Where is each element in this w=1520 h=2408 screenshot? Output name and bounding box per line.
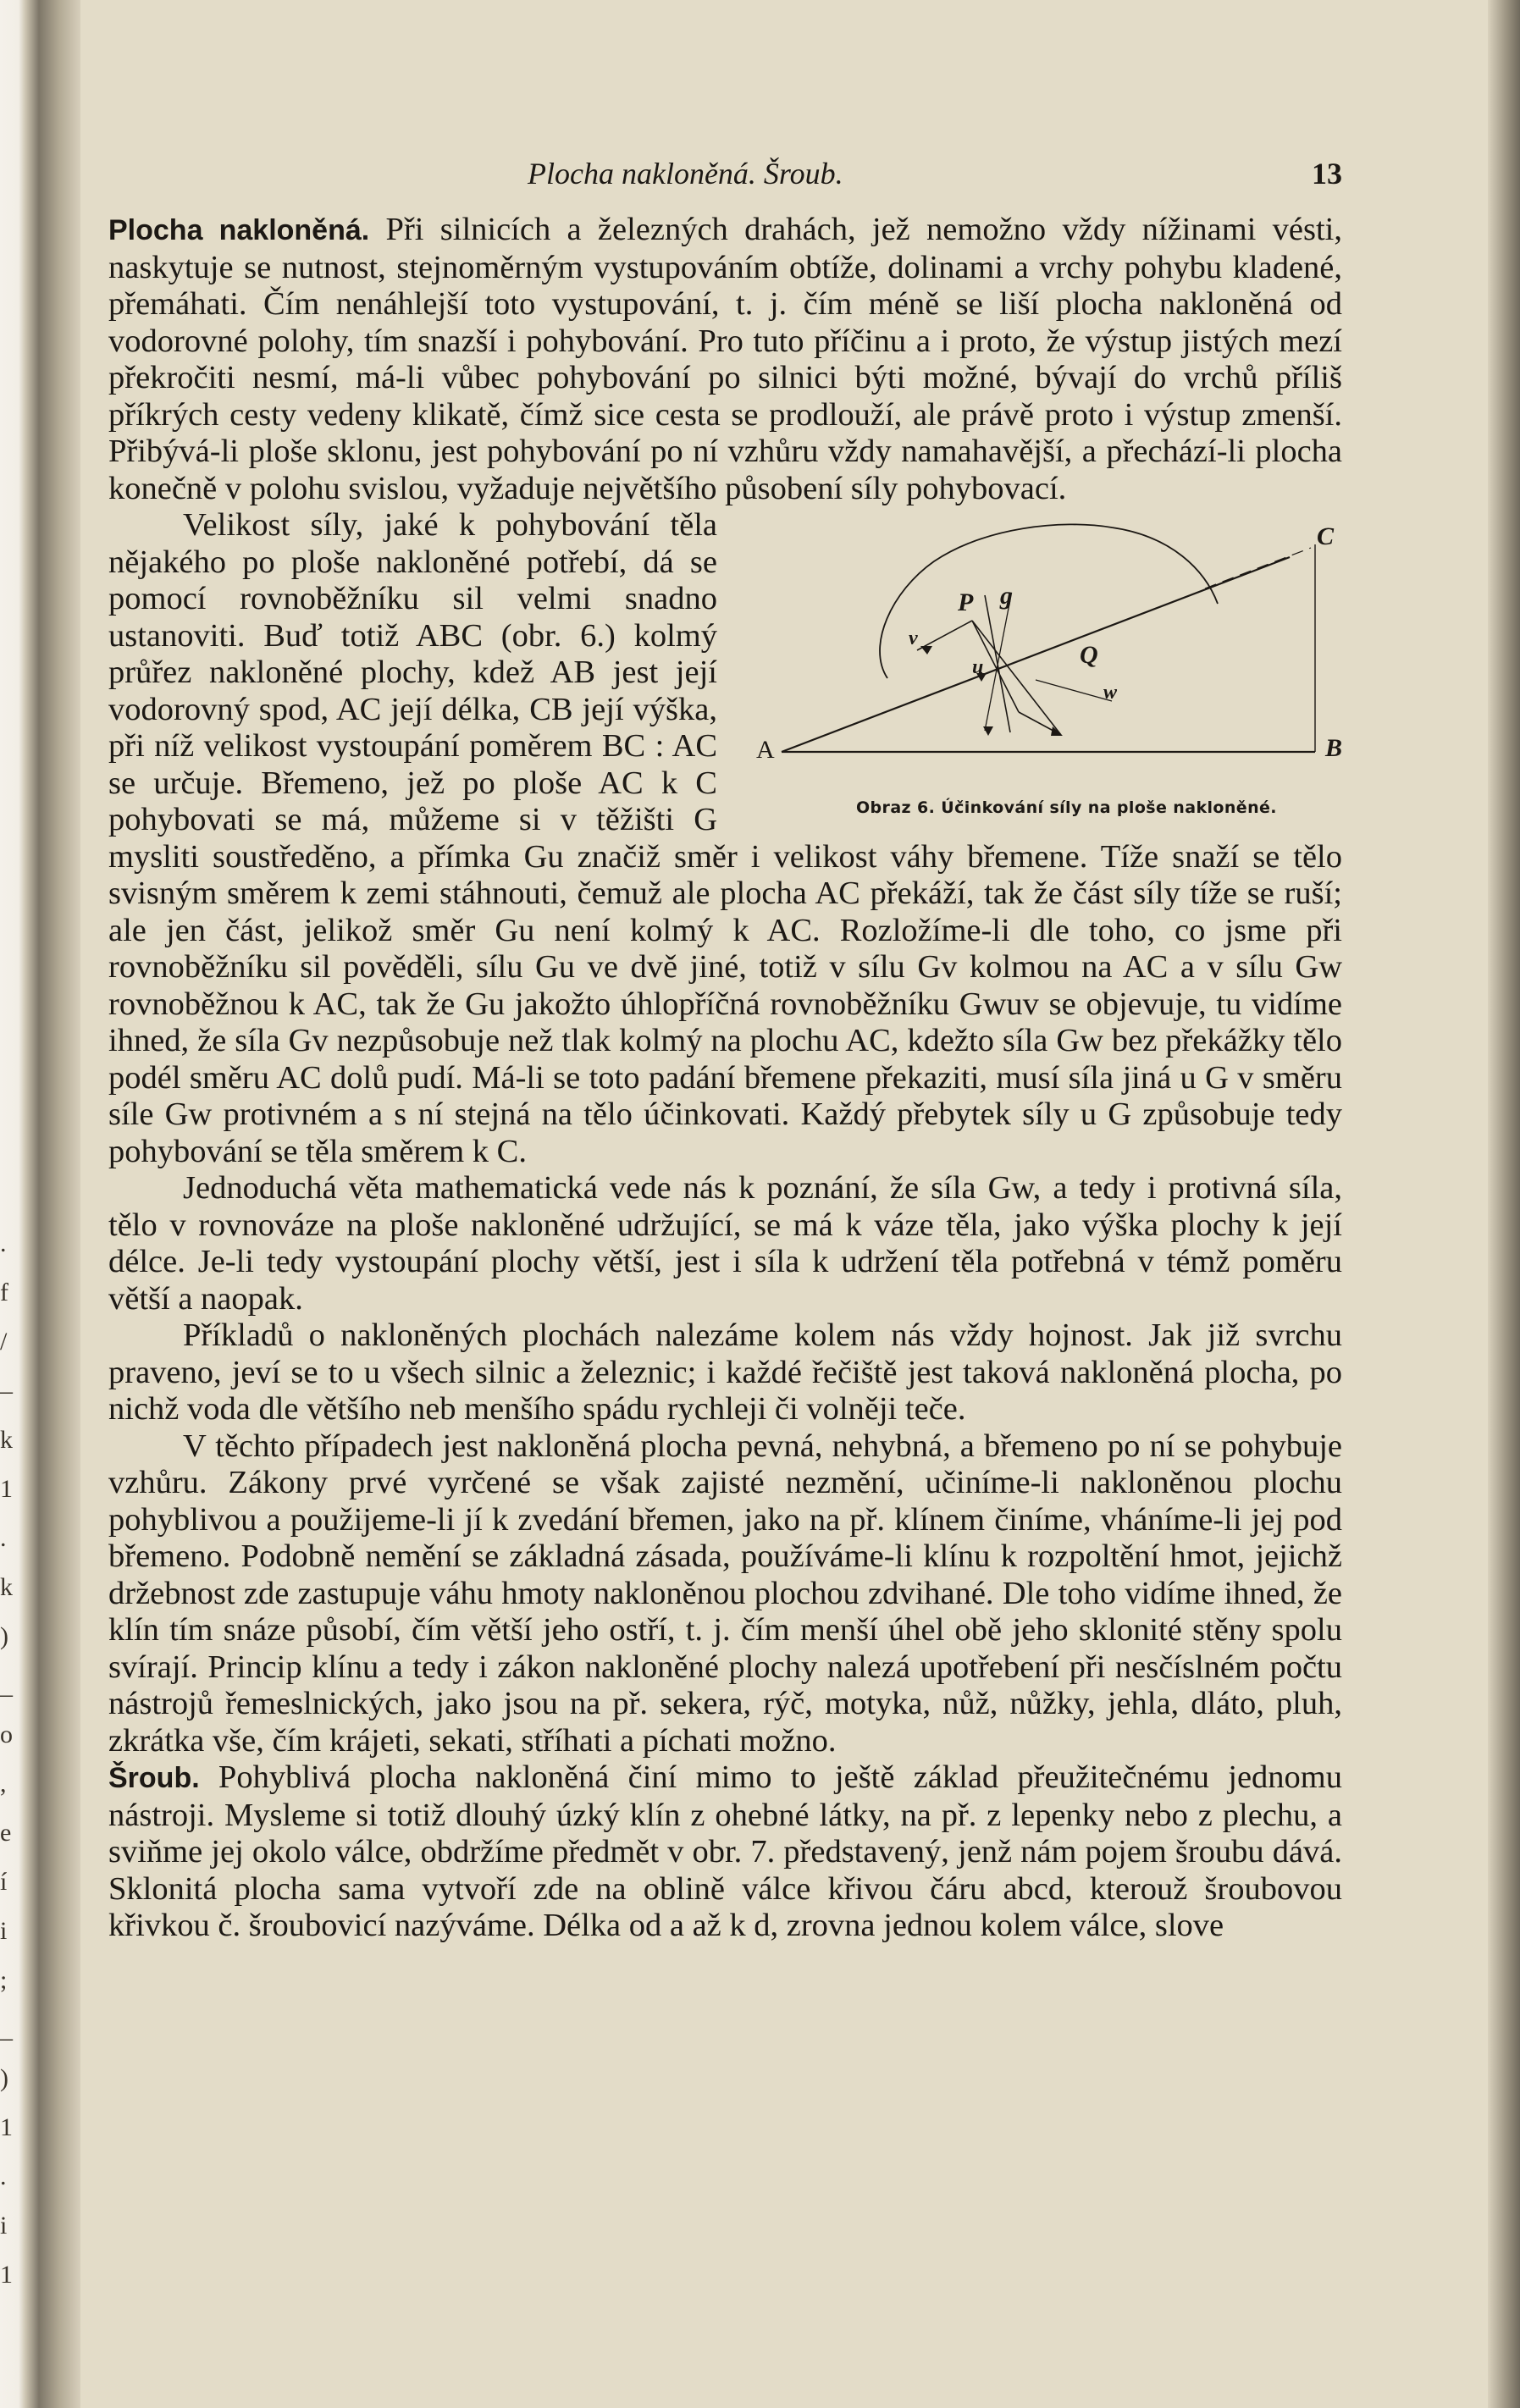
margin-letter: k xyxy=(0,1426,13,1454)
margin-letter: e xyxy=(0,1819,12,1847)
paragraph-text: Velikost síly, jaké k pohybování těla nějakého po ploše nakloněné potřebí, dá se pomocí rovnoběžníku sil velmi snadno ustanoviti. Buď totiž ABC (obr. 6.) kolmý průřez nakloněné plochy, kdež AB jest její vodorovný spod, AC její délka, CB její výška, při níž velikost vystoupání poměrem BC : AC se určuje. Břemeno, jež po ploše AC k C pohybovati se má, můžeme si v těžišti G mysliti soustředěno, a přímka Gu značiž směr i velikost váhy břemene. Tíže snaží se tělo svisným směrem k zemi stáhnouti, čemuž ale plocha AC překáží, tak že část síly tíže se ruší; ale jen část, jelikož směr Gu není kolmý k AC. Rozložíme-li dle toho, co jsme při rovnoběžníku sil pověděli, sílu Gu ve dvě jiné, totiž v sílu Gv kolmou na AC a v sílu Gw rovnoběžnou k AC, tak že Gu jakožto úhlopříčná rovnoběžníku Gwuv se objevuje, tu vidíme ihned, že síla Gv nezpůsobuje než tlak kolmý na plochu AC, kdežto síla Gw bez překážky tělo podél směru AC dolů pudí. Má-li se toto padání břemene překaziti, musí síla jiná u G v směru síle Gw protivném a s ní stejná na tělo účinkovati. Každý přebytek síly u G způsobuje tedy pohybování se těla směrem k C. xyxy=(108,507,1342,1169)
label-A: A xyxy=(756,736,775,764)
book-page xyxy=(108,144,1342,1945)
paragraph-text: Jednoduchá věta mathematická vede nás k poznání, že síla Gw, a tedy i protivná síla, tělo v rovnováze na ploše nakloněné udržující, se má k váze těla, jako výška plochy k její délce. Je-li tedy vystoupání plochy větší, jest i síla k udržení těla potřebná v témž poměru větší a naopak. xyxy=(108,1170,1342,1317)
margin-letter: _ xyxy=(0,1671,13,1699)
paragraph-force-magnitude xyxy=(108,507,1342,1170)
paragraph-text: Příkladů o nakloněných plochách nalezáme kolem nás vždy hojnost. Jak již svrchu praveno, jeví se to u všech silnic a železnic; i každé řečiště jest taková nakloněná plocha, po nichž voda dle většího neb menšího spádu rychleji či volněji teče. xyxy=(108,1317,1342,1427)
page-header xyxy=(108,144,1342,205)
section-lead-sroub: Šroub. xyxy=(108,1762,200,1794)
margin-letter: k xyxy=(0,1573,13,1601)
margin-letter: , xyxy=(0,1770,7,1798)
page-edge xyxy=(1488,0,1520,2408)
figure-6 xyxy=(731,511,1342,826)
label-u: u xyxy=(972,656,984,678)
paragraph-text: Pohyblivá plocha nakloněná činí mimo to ještě základ přeužitečnému jednomu nástroji. Mysleme si totiž dlouhý úzký klín z ohebné látky, na př. z lepenky nebo z plechu, a sviňme jej okolo válce, obdržíme předmět v obr. 7. představený, jenž nám pojem šroubu dává. Sklonitá plocha sama vytvoří zde na oblině válce křivou čáru abcd, kterouž šroubovou křivkou č. šroubovicí nazýváme. Délka od a až k d, zrovna jednou kolem válce, slove xyxy=(108,1759,1342,1943)
paragraph-mathematical-law xyxy=(108,1170,1342,1317)
label-Q: Q xyxy=(1080,641,1098,669)
margin-letter: 1 xyxy=(0,2261,13,2289)
margin-letter: . xyxy=(0,1229,7,1257)
margin-letter: . xyxy=(0,1524,7,1552)
margin-letter: – xyxy=(0,1377,13,1405)
label-C: C xyxy=(1317,522,1335,550)
margin-letter: ) xyxy=(0,2064,8,2092)
paragraph-inclined-plane xyxy=(108,212,1342,507)
figure-caption: Obraz 6. Účinkování síly na ploše nakloněné. xyxy=(856,798,1277,817)
running-title: Plocha nakloněná. Šroub. xyxy=(528,157,843,191)
margin-letter: f xyxy=(0,1279,8,1306)
body-text xyxy=(108,212,1342,1945)
margin-letter: i xyxy=(0,2212,8,2240)
paragraph-text: Při silnicích a železných drahách, jež nemožno vždy nížinami vésti, naskytuje se nutnost, stejnoměrným vystupováním obtíže, dolinami a vrchy pohybu kladené, přemáhati. Čím nenáhlejší toto vystupování, t. j. čím méně se liší plocha nakloněná od vodorovné polohy, tím snazší i pohybování. Pro tuto příčinu a i proto, že výstup jistých mezí překročiti nesmí, má-li vůbec pohybování po silnici býti možné, bývají do vrchů příliš příkrých cesty vedeny klikatě, čímž sice cesta se prodlouží, ale právě proto i výstup zmenší. Přibývá-li ploše sklonu, jest pohybování po ní vzhůru vždy namahavější, a přechází-li plocha konečně v polohu svislou, vyžaduje největšího působení síly pohybovací. xyxy=(108,212,1342,506)
margin-letter: í xyxy=(0,1868,8,1896)
paragraph-examples xyxy=(108,1317,1342,1428)
previous-page-margin-letters xyxy=(0,1219,17,2300)
inclined-plane-diagram xyxy=(731,511,1342,790)
margin-letter: _ xyxy=(0,2015,13,2043)
label-B: B xyxy=(1325,734,1342,762)
margin-letter: ) xyxy=(0,1622,8,1650)
margin-letter: o xyxy=(0,1720,13,1748)
section-lead-plocha-naklonena: Plocha nakloněná. xyxy=(108,214,370,246)
margin-letter: 1 xyxy=(0,1475,13,1503)
margin-letter: / xyxy=(0,1328,8,1356)
margin-letter: 1 xyxy=(0,2113,13,2141)
margin-letter: i xyxy=(0,1917,8,1945)
label-v: v xyxy=(909,627,918,649)
margin-letter: . xyxy=(0,2162,7,2190)
label-P: P xyxy=(958,588,974,616)
paragraph-wedge xyxy=(108,1428,1342,1760)
page-number: 13 xyxy=(1312,157,1342,191)
margin-letter: ; xyxy=(0,1966,8,1994)
paragraph-text: V těchto případech jest nakloněná plocha pevná, nehybná, a břemeno po ní se pohybuje vzhůru. Zákony prvé vyrčené se však zajisté nezmění, učiníme-li nakloněnou plochu pohyblivou a použijeme-li jí k zvedání břemen, jako na př. klínem činíme, vháníme-li jej pod břemeno. Podobně nemění se základná zásada, používáme-li klínu k rozpoltění hmot, jejichž držebnost zde zastupuje váhu hmoty nakloněnou plochou zdvihané. Dle toho vidíme ihned, že klín tím snáze působí, čím větší jeho ostří, t. j. čím menší úhel obě jeho sklonité stěny spolu svírají. Princip klínu a tedy i zákon nakloněné plochy nalezá upotřebení při nesčíslném počtu nástrojů řemeslnických, jako jsou na př. sekera, rýč, motyka, nůž, nůžky, jehla, dláto, pluh, zkrátka vše, čím krájeti, sekati, stříhati a píchati možno. xyxy=(108,1428,1342,1759)
label-g: g xyxy=(1000,582,1013,610)
label-w: w xyxy=(1103,682,1118,704)
paragraph-screw xyxy=(108,1759,1342,1945)
